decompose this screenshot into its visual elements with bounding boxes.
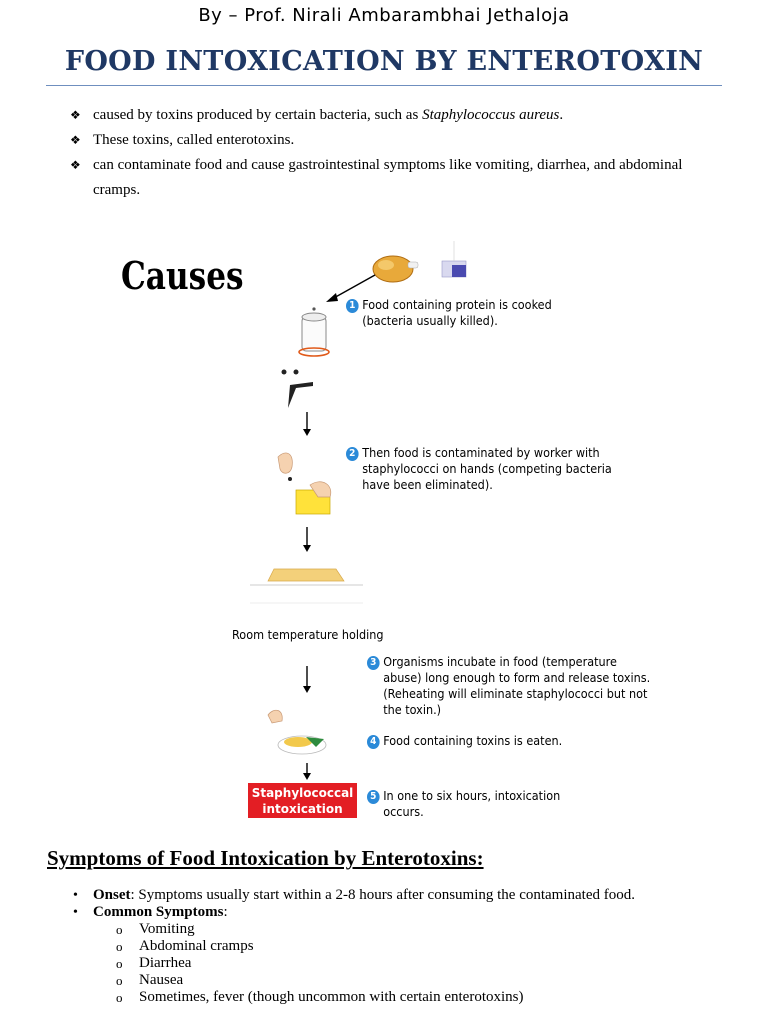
causes-figure bbox=[110, 235, 650, 830]
step-5-caption: 5 In one to six hours, intoxication occurs. bbox=[367, 788, 560, 820]
intro-item-text: can contaminate food and cause gastrointestinal symptoms like vomiting, diarrhea, and abdominal cramps. bbox=[93, 157, 683, 198]
circle-bullet-icon: o bbox=[116, 922, 123, 937]
figure-title: Causes bbox=[121, 253, 244, 298]
diamond-bullet-icon: ❖ bbox=[70, 108, 81, 122]
food-tray-icon bbox=[250, 569, 363, 603]
intro-item-punct: . bbox=[559, 107, 564, 123]
step-number-badge: 5 bbox=[367, 790, 380, 804]
step-4-caption: 4 Food containing toxins is eaten. bbox=[367, 733, 562, 749]
symptoms-list bbox=[73, 887, 713, 1006]
list-item bbox=[73, 887, 713, 904]
circle-bullet-icon: o bbox=[116, 973, 123, 988]
plate-with-food-icon bbox=[268, 710, 326, 754]
step-number-badge: 4 bbox=[367, 735, 380, 749]
arrow-icon bbox=[332, 275, 375, 299]
intro-item bbox=[70, 153, 720, 203]
onset-text: : Symptoms usually start within a 2-8 hours after consuming the contaminated food. bbox=[130, 887, 635, 903]
symptom-item: o Nausea bbox=[116, 972, 184, 988]
symptoms-heading: Symptoms of Food Intoxication by Enterotoxins: bbox=[47, 846, 484, 870]
symptom-item: o Sometimes, fever (though uncommon with certain enterotoxins) bbox=[116, 989, 524, 1005]
step-2-caption: 2 Then food is contaminated by worker with staphylococci on hands (competing bacteria have been eliminated). bbox=[346, 445, 612, 493]
symptom-item: o Abdominal cramps bbox=[116, 938, 254, 954]
common-symptoms-label: Common Symptoms bbox=[93, 904, 224, 920]
page-title: FOOD INTOXICATION BY ENTEROTOXIN bbox=[64, 46, 704, 77]
symptom-item: o Vomiting bbox=[116, 921, 195, 937]
intro-item-text: caused by toxins produced by certain bacteria, such as bbox=[93, 107, 423, 123]
list-item: • Common Symptoms: bbox=[73, 904, 228, 920]
bullet-icon: • bbox=[73, 888, 78, 903]
title-divider bbox=[46, 85, 722, 86]
roast-chicken-icon bbox=[373, 256, 418, 282]
circle-bullet-icon: o bbox=[116, 990, 123, 1005]
intro-list bbox=[70, 103, 720, 203]
intro-item bbox=[70, 103, 720, 128]
step-1-caption: 1 Food containing protein is cooked (bacteria usually killed). bbox=[346, 297, 552, 329]
step-number-badge: 2 bbox=[346, 447, 359, 461]
circle-bullet-icon: o bbox=[116, 939, 123, 954]
room-temperature-label: Room temperature holding bbox=[232, 627, 384, 642]
cooking-pot-icon bbox=[299, 307, 329, 356]
step-number-badge: 3 bbox=[367, 656, 380, 670]
milk-carton-icon bbox=[442, 241, 466, 277]
intro-item bbox=[70, 128, 720, 153]
step-3-caption: 3 Organisms incubate in food (temperature abuse) long enough to form and release toxins. (Reheating will eliminate staphylococci but not the toxin.) bbox=[367, 654, 650, 718]
hands-with-food-icon bbox=[278, 453, 331, 514]
diamond-bullet-icon: ❖ bbox=[70, 158, 81, 172]
circle-bullet-icon: o bbox=[116, 956, 123, 971]
bullet-icon: • bbox=[73, 905, 78, 920]
faucet-icon bbox=[288, 382, 313, 408]
step-number-badge: 1 bbox=[346, 299, 359, 313]
onset-label: Onset bbox=[93, 887, 131, 903]
author-line: By – Prof. Nirali Ambarambhai Jethaloja bbox=[198, 5, 570, 26]
symptom-item: o Diarrhea bbox=[116, 955, 192, 971]
intro-item-text: These toxins, called enterotoxins. bbox=[93, 132, 295, 148]
organism-name: Staphylococcus aureus bbox=[422, 107, 560, 123]
staphylococcal-intoxication-box: Staphylococcal intoxication bbox=[248, 783, 357, 818]
diamond-bullet-icon: ❖ bbox=[70, 133, 81, 147]
